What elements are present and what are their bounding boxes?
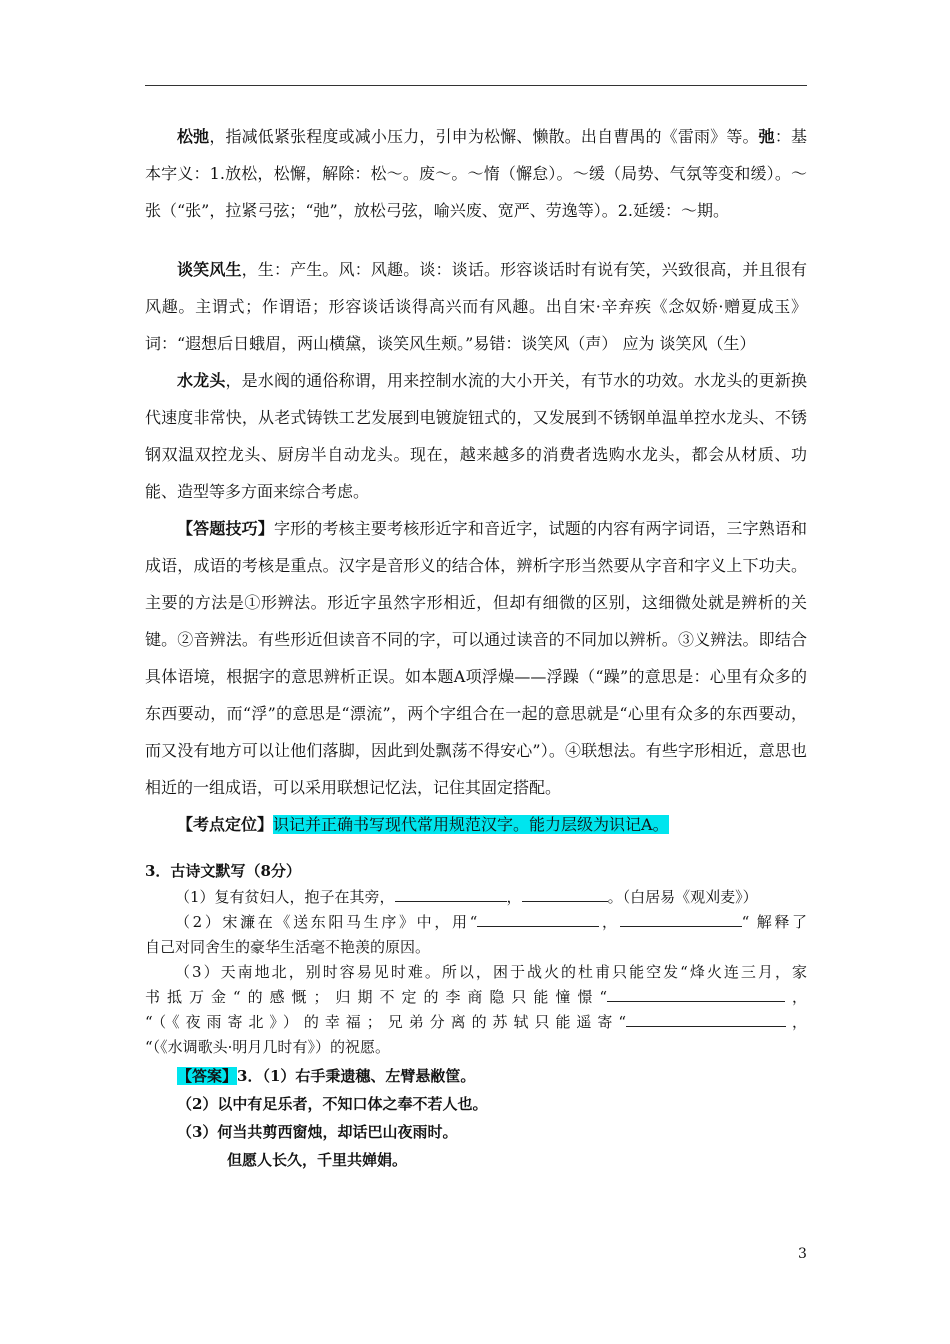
page-number: 3 — [798, 1246, 807, 1262]
answer-line-1 — [145, 1062, 807, 1090]
answer-line-3: （3）何当共剪西窗烛，却话巴山夜雨时。 — [177, 1123, 458, 1141]
question-item-3-line2: 书抵万金“的感慨；归期不定的李商隐只能憧憬“ ， — [145, 988, 807, 1006]
answer-blank[interactable] — [620, 911, 742, 927]
answer-blank[interactable] — [522, 886, 608, 902]
entry-shuilongtou — [145, 362, 807, 510]
question-item-1: （1）复有贫妇人，抱子在其旁， ， 。（白居易《观刈麦》） — [175, 888, 758, 906]
question-item-3-line3: “（《夜雨寄北》）的幸福；兄弟分离的苏轼只能遥寄“ ， — [145, 1013, 807, 1031]
tips-label: 【答题技巧】 — [177, 519, 274, 538]
answer-line-2: （2）以中有足乐者，不知口体之奉不若人也。 — [177, 1095, 488, 1113]
entry-term-2: 弛 — [758, 127, 775, 146]
entry-text: ，指减低紧张程度或减小压力，引申为松懈、懒散。出自曹禺的《雷雨》等。 — [209, 127, 759, 146]
question-body — [145, 885, 807, 1060]
entry-text-2: ：基本字义：1.放松，松懈，解除：松～。废～。～惰（懈怠）。～缓（局势、气氛等变和缓）。～张（“张”，拉紧弓弦；“弛”，放松弓弦，喻兴废、宽严、劳逸等）。2.延缓：～期。 — [145, 127, 807, 220]
answer-section — [145, 1062, 807, 1174]
entry-text: ，是水阀的通俗称谓，用来控制水流的大小开关，有节水的功效。水龙头的更新换代速度非常快，从老式铸铁工艺发展到电镀旋钮式的，又发展到不锈钢单温单控水龙头、不锈钢双温双控龙头、厨房半自动龙头。现在，越来越多的消费者选购水龙头，都会从材质、功能、造型等多方面来综合考虑。 — [145, 371, 807, 501]
entries-section — [145, 118, 807, 843]
exam-point — [145, 806, 807, 843]
answer-blank[interactable] — [626, 1011, 786, 1027]
answer-tips — [145, 510, 807, 806]
answer-label-highlight: 【答案】 — [177, 1067, 238, 1085]
tips-text: 字形的考核主要考核形近字和音近字，试题的内容有两字词语，三字熟语和成语，成语的考核是重点。汉字是音形义的结合体，辨析字形当然要从字音和字义上下功夫。主要的方法是①形辨法。形近字虽然字形相近，但却有细微的区别，这细微处就是辨析的关键。②音辨法。有些形近但读音不同的字，可以通过读音的不同加以辨析。③义辨法。即结合具体语境，根据字的意思辨析正误。如本题A项浮燥——浮躁（“躁”的意思是：心里有众多的东西要动，而“浮”的意思是“漂流”，两个字组合在一起的意思就是“心里有众多的东西要动，而又没有地方可以让他们落脚，因此到处飘荡不得安心”）。④联想法。有些字形相近，意思也相近的一组成语，可以采用联想记忆法，记住其固定搭配。 — [145, 519, 807, 797]
question-title: 3．古诗文默写（8分） — [145, 862, 301, 880]
question-item-3: （3）天南地北，别时容易见时难。所以，困于战火的杜甫只能空发“烽火连三月，家 — [175, 963, 807, 981]
point-label: 【考点定位】 — [177, 815, 274, 834]
entry-tanxiaofengsheng — [145, 251, 807, 362]
entry-songchi — [145, 118, 807, 229]
header-rule — [145, 85, 807, 86]
entry-term: 水龙头 — [177, 371, 226, 390]
entry-term: 谈笑风生 — [177, 260, 242, 279]
entry-text: ，生：产生。风：风趣。谈：谈话。形容谈话时有说有笑，兴致很高，并且很有风趣。主谓式；作谓语；形容谈话谈得高兴而有风趣。出自宋·辛弃疾《念奴娇·赠夏成玉》词：“遐想后日蛾眉，两山横黛，谈笑风生颊。”易错：谈笑风（声） 应为 谈笑风（生） — [145, 260, 807, 353]
question-item-2: （2）宋濂在《送东阳马生序》中，用“ ， “ 解释了 — [175, 913, 808, 931]
question-item-3-line4: “（《水调歌头·明月几时有》）的祝愿。 — [145, 1038, 390, 1056]
question-item-2-cont: 自己对同舍生的豪华生活毫不艳羡的原因。 — [145, 938, 431, 956]
answer-text: 3．（1）右手秉遗穗、左臂悬敝筐。 — [237, 1067, 476, 1085]
page-content — [145, 118, 807, 1174]
answer-blank[interactable] — [395, 886, 507, 902]
entry-term: 松弛 — [177, 127, 210, 146]
point-text-highlight: 识记并正确书写现代常用规范汉字。能力层级为识记A。 — [273, 815, 669, 834]
answer-blank[interactable] — [607, 986, 785, 1002]
answer-blank[interactable] — [477, 911, 599, 927]
answer-line-4: 但愿人长久，千里共婵娟。 — [227, 1151, 408, 1169]
